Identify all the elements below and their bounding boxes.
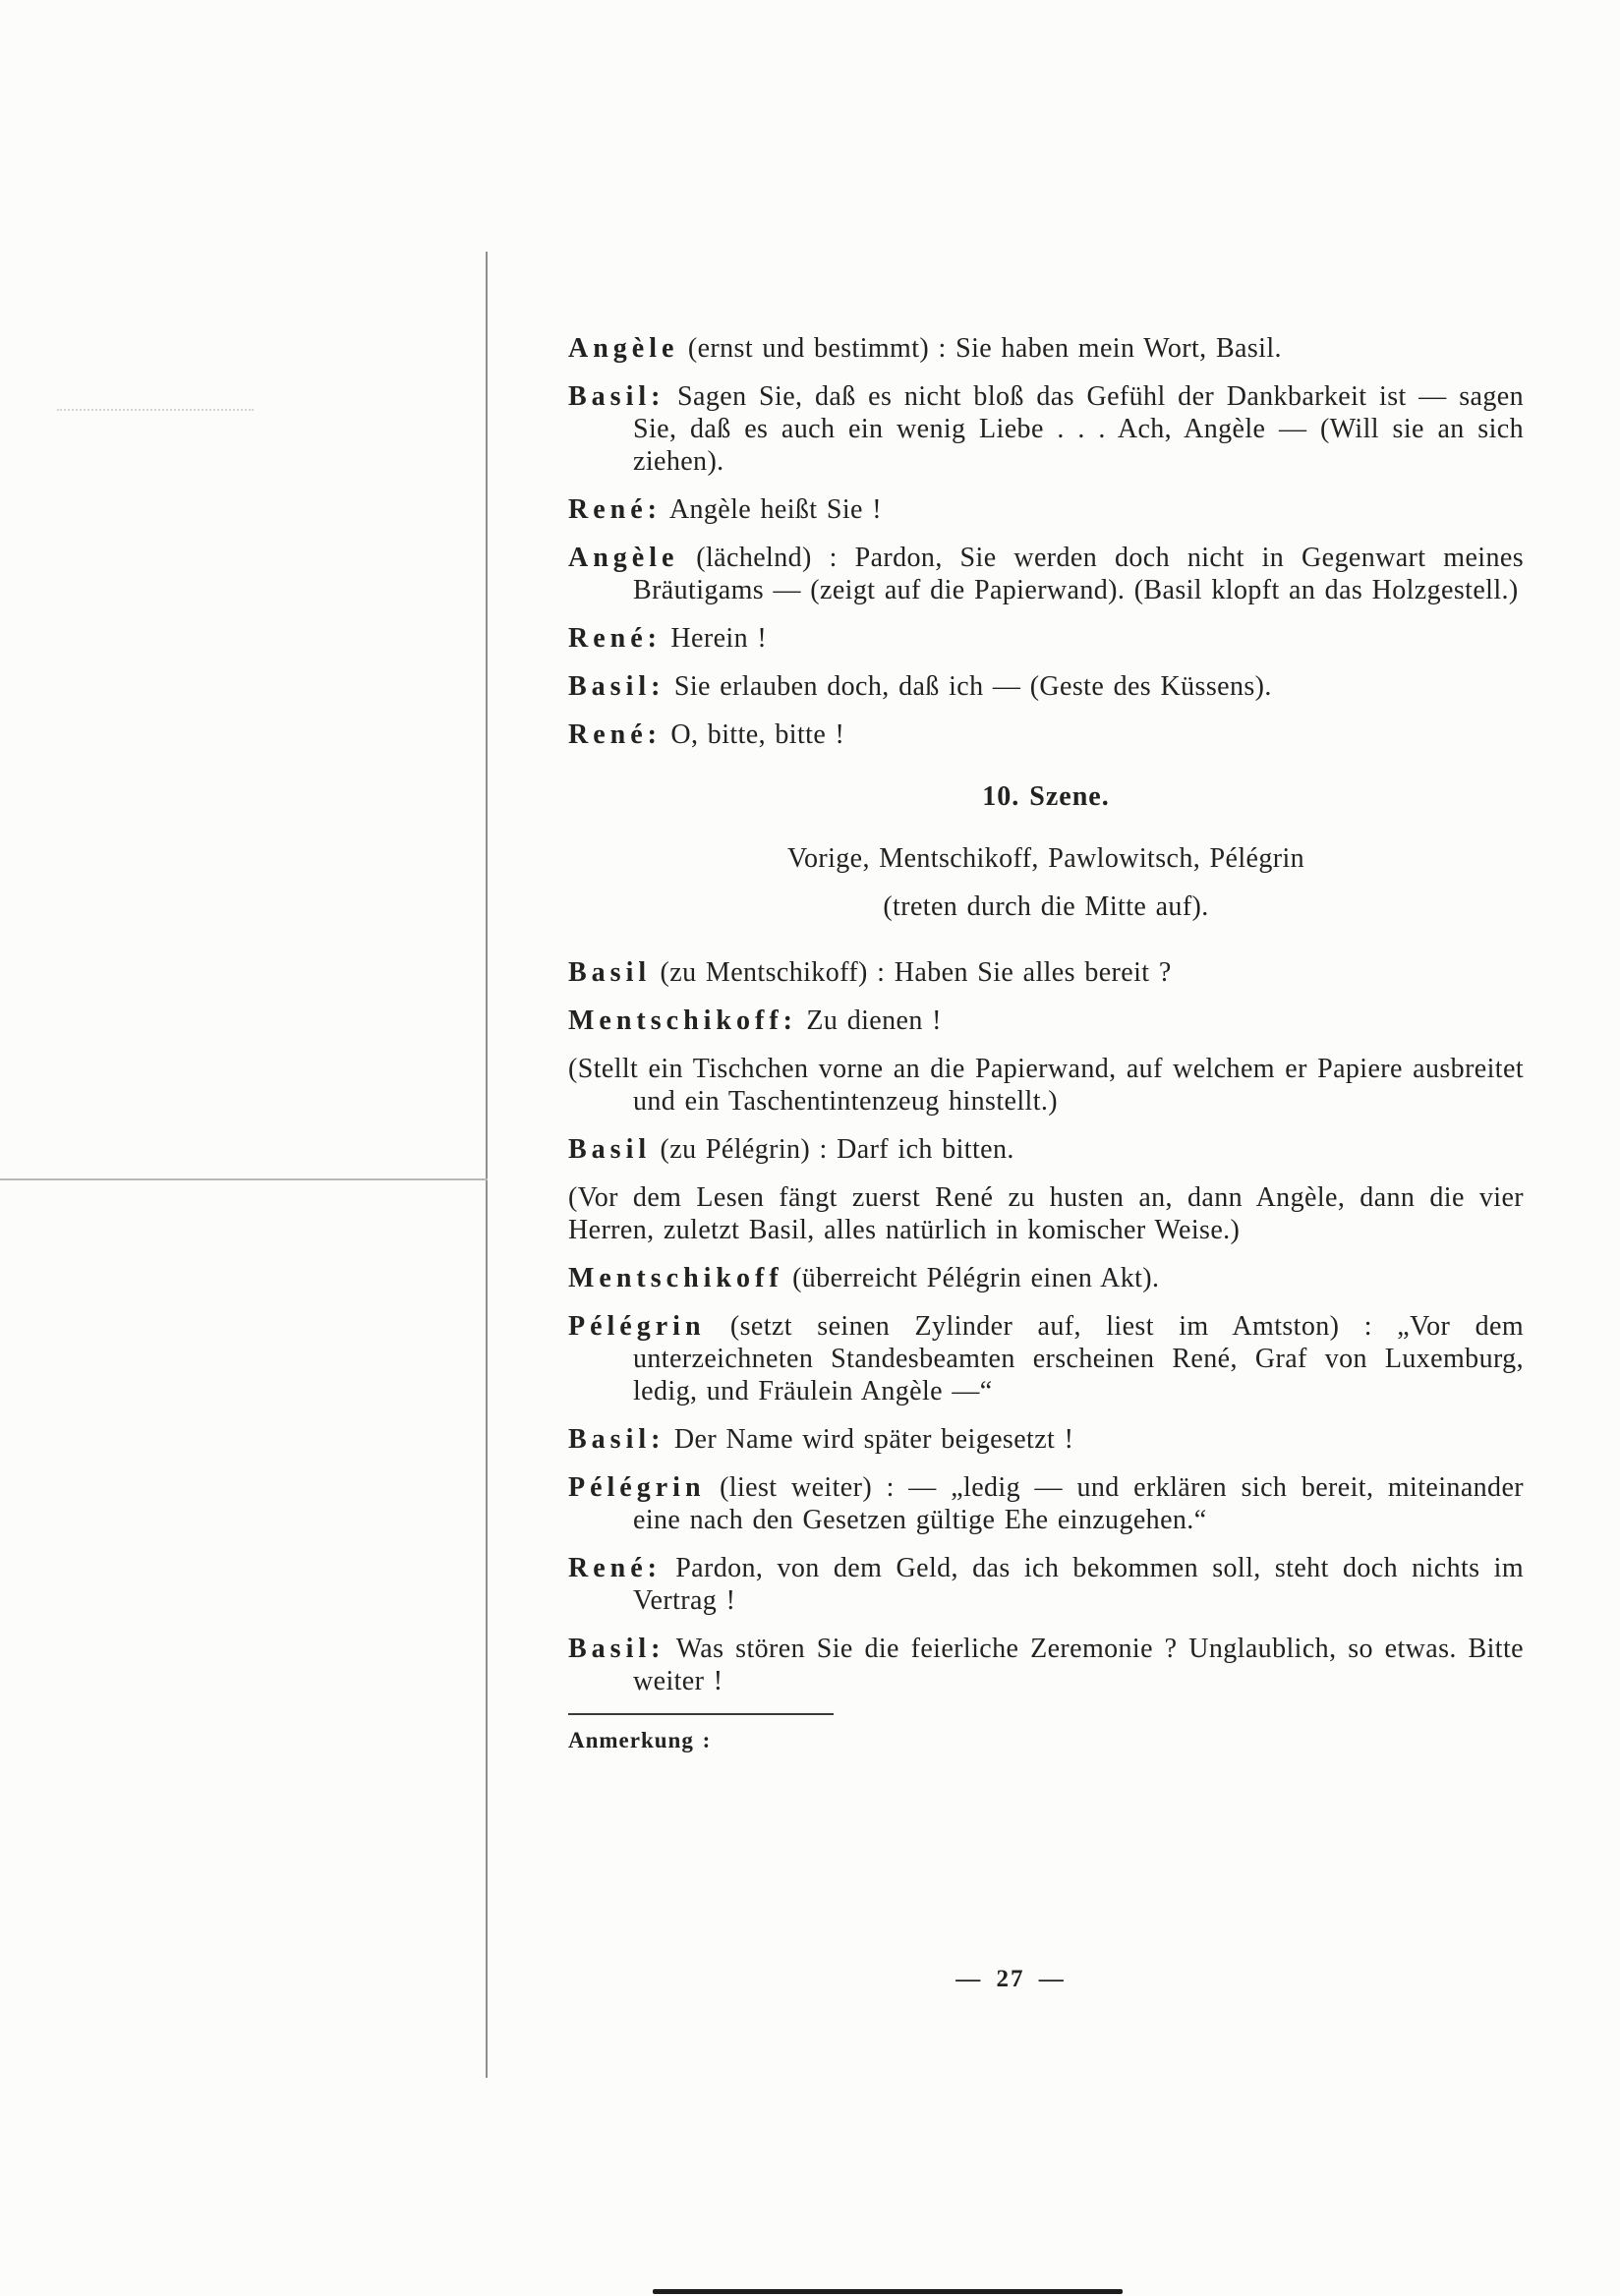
dialogue-line [568,1471,1524,1536]
scan-artifact [57,409,254,414]
dialogue-line [568,718,1524,751]
dialogue-line [568,1262,1524,1294]
speech-text: Zu dienen ! [806,1005,942,1036]
scene-entrance-note: (treten durch die Mitte auf). [883,891,1209,922]
dialogue-line [568,380,1524,478]
speaker-name: Mentschikoff: [568,1005,797,1036]
speaker-name: Basil: [568,1634,665,1664]
dialogue-line [568,622,1524,655]
speech-text: Der Name wird später beigesetzt ! [673,1424,1074,1455]
speech-text: Haben Sie alles bereit ? [894,957,1172,988]
speech-text: Sie erlauben doch, daß ich — (Geste des Küssens). [673,671,1272,702]
speech-text: Pardon, Sie werden doch nicht in Gegenwart meines Bräutigams — (zeigt auf die Papierwand). (Basil klopft an das Holzgestell.) [633,543,1524,605]
speech-text: Sie haben mein Wort, Basil. [955,333,1282,364]
speaker-name: Basil: [568,671,665,702]
footnote [568,1713,1524,1756]
dialogue-line [568,1552,1524,1617]
speaker-name: Pélégrin [568,1311,706,1342]
page-number: — 27 — [955,1966,1066,1992]
dialogue-line [568,956,1524,989]
speech-text: — „ledig — und erklären sich bereit, miteinander eine nach den Gesetzen gültige Ehe einzugehen.“ [633,1472,1524,1535]
speech-text: Sagen Sie, daß es nicht bloß das Gefühl der Dankbarkeit ist — sagen Sie, daß es auch ein wenig Liebe . . . Ach, Angèle — (Will sie an sich ziehen). [633,381,1524,477]
inline-stage-direction: (setzt seinen Zylinder auf, liest im Amtston) : [729,1311,1372,1342]
speech-text: Darf ich bitten. [837,1134,1014,1165]
dialogue-line [568,1310,1524,1407]
inline-stage-direction: (zu Mentschikoff) : [660,957,886,988]
speech-text: O, bitte, bitte ! [670,719,845,750]
inline-stage-direction: (liest weiter) : [720,1472,895,1503]
scan-horizontal-rule [0,1178,488,1180]
scan-edge-mark [653,2289,1123,2294]
dialogue-line [568,1004,1524,1037]
speaker-name: Mentschikoff [568,1263,783,1293]
speaker-name: Basil [568,1134,652,1165]
speaker-name: Angèle [568,543,679,573]
stage-direction: (Stellt ein Tischchen vorne an die Papierwand, auf welchem er Papiere ausbreitet und ein Taschentintenzeug hinstellt.) [568,1054,1524,1117]
speaker-name: Basil: [568,1424,665,1455]
inline-stage-direction: (ernst und bestimmt) : [687,333,947,364]
dialogue-line [568,1423,1524,1456]
speaker-name: René: [568,623,662,654]
dialogue-line [568,493,1524,526]
dialogue-line [568,542,1524,606]
speaker-name: Angèle [568,333,679,364]
script-text-column [568,332,1524,1756]
scene-characters: Vorige, Mentschikoff, Pawlowitsch, Pélégrin [786,843,1305,874]
speaker-name: Basil: [568,381,665,412]
speaker-name: René: [568,719,662,750]
speaker-name: René: [568,494,662,525]
speech-text: Was stören Sie die feierliche Zeremonie ? Unglaublich, so etwas. Bitte weiter ! [633,1634,1524,1696]
footnote-rule [568,1713,834,1715]
inline-stage-direction: (lächelnd) : [696,543,838,573]
scene-heading: 10. Szene. [982,781,1110,812]
speaker-name: Basil [568,957,652,988]
dialogue-line [568,1133,1524,1166]
speech-text: Herein ! [670,623,768,654]
speaker-name: Pélégrin [568,1472,706,1503]
speaker-name: René: [568,1553,662,1583]
inline-stage-direction: (zu Pélégrin) : [660,1134,828,1165]
speech-text: Angèle heißt Sie ! [668,494,882,525]
speech-text: Pardon, von dem Geld, das ich bekommen soll, steht doch nichts im Vertrag ! [633,1553,1524,1616]
dialogue-line [568,332,1524,365]
footnote-label: Anmerkung : [568,1728,712,1752]
dialogue-line [568,1633,1524,1697]
page-fold-line [486,252,488,2078]
dialogue-line [568,670,1524,703]
inline-stage-direction: (überreicht Pélégrin einen Akt). [792,1263,1160,1293]
speech-text: „Vor dem unterzeichneten Standesbeamten erscheinen René, Graf von Luxemburg, ledig, und Fräulein Angèle —“ [633,1311,1525,1406]
stage-direction: (Vor dem Lesen fängt zuerst René zu husten an, dann Angèle, dann die vier Herren, zuletzt Basil, alles natürlich in komischer Weise.) [568,1182,1524,1245]
